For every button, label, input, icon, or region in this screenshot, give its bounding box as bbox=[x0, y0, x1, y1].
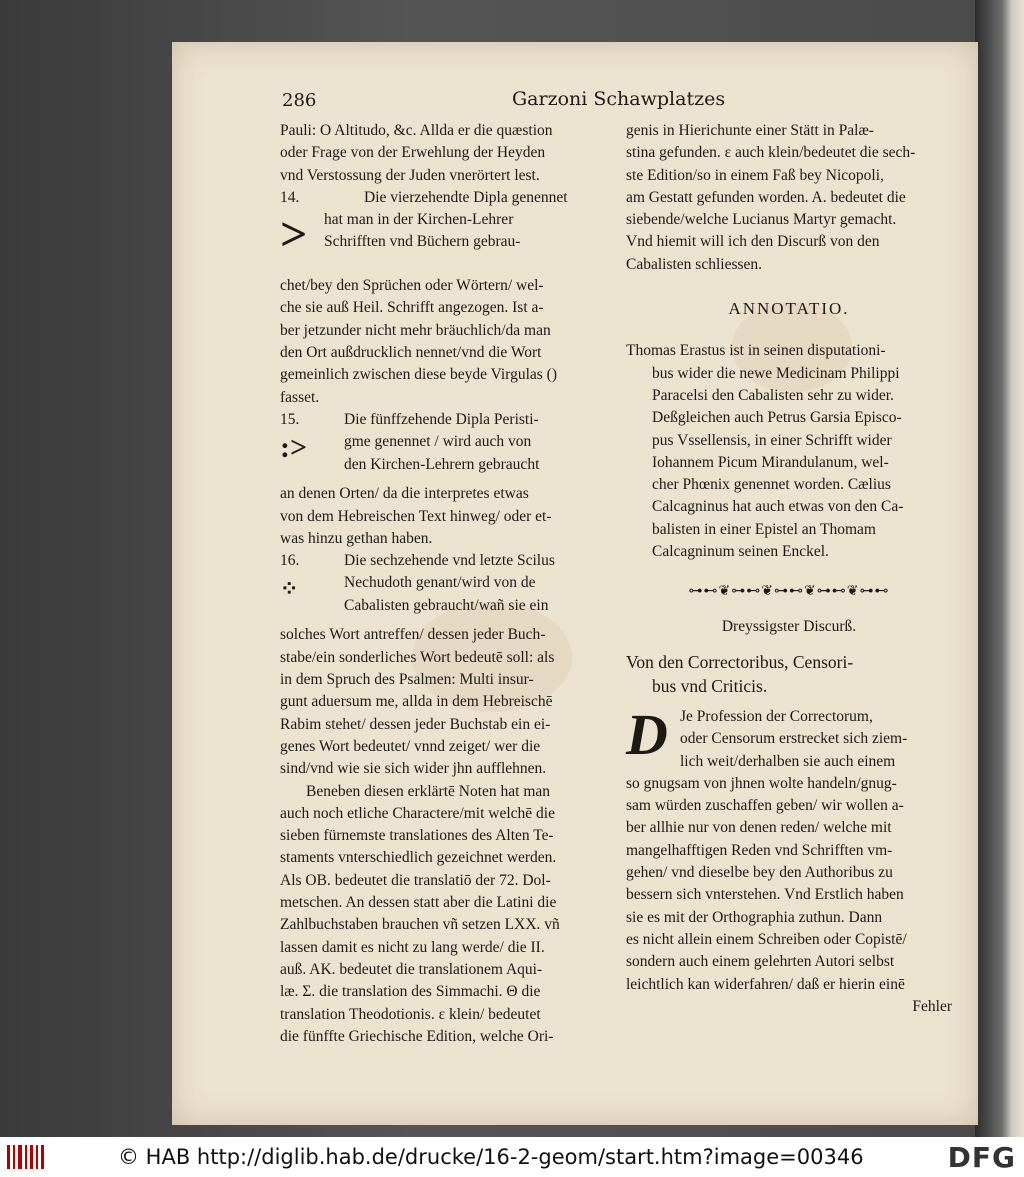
chapter-body bbox=[626, 701, 952, 1018]
text-line: Calcagninus hat auch etwas von den Ca- bbox=[652, 498, 904, 516]
text-line: die fünffte Griechische Edition, welche Ori- bbox=[280, 1027, 554, 1045]
text-line: ber allhie nur von denen reden/ welche mit bbox=[626, 819, 892, 837]
page-number: 286 bbox=[282, 90, 317, 111]
text-line: Pauli: O Altitudo, &c. Allda er die quæstion bbox=[280, 122, 553, 139]
dfg-logo: DFG bbox=[947, 1141, 1016, 1174]
text-line: stabe/ein sonderliches Wort bedeutē soll: als bbox=[280, 648, 555, 666]
page-header bbox=[282, 88, 882, 114]
margin-number-14: 14. bbox=[280, 188, 300, 206]
item-16-first-line bbox=[280, 550, 620, 572]
text-line: von dem Hebreischen Text hinweg/ oder et- bbox=[280, 507, 552, 525]
text-line: stina gefunden. ε auch klein/bedeutet die sech- bbox=[626, 144, 916, 162]
text-line: lich weit/derhalben sie auch einem bbox=[680, 752, 896, 770]
text-line: mangelhafftigen Reden vnd Schrifften vm- bbox=[626, 841, 893, 859]
item-14-block bbox=[280, 209, 620, 409]
text-line: solches Wort antreffen/ dessen jeder Buch- bbox=[280, 626, 546, 644]
text-line: Vnd hiemit will ich den Discurß von den bbox=[626, 233, 880, 251]
text-line: Je Profession der Correctorum, bbox=[680, 707, 873, 725]
copyright-link[interactable]: © HAB http://diglib.hab.de/drucke/16-2-geom/start.htm?image=00346 bbox=[118, 1145, 864, 1169]
text-line: vnd Verstossung der Juden vnerörtert lest. bbox=[280, 166, 540, 184]
book-binding-edge bbox=[975, 0, 1024, 1137]
text-line: Rabim stehet/ dessen jeder Buchstab ein ei- bbox=[280, 715, 551, 733]
text-line: genes Wort bedeutet/ vnnd zeiget/ wer die bbox=[280, 737, 541, 755]
chapter-title-line: Von den Correctoribus, Censori- bbox=[626, 651, 854, 672]
text-line: lassen damit es nicht zu lang werde/ die II. bbox=[280, 938, 545, 956]
dipla-symbol-14: > bbox=[280, 208, 308, 262]
text-line: metschen. An dessen statt aber die Latini die bbox=[280, 894, 557, 912]
text-line: Cabalisten gebraucht/wañ sie ein bbox=[344, 596, 549, 614]
text-line: am Gestatt gefunden worden. A. bedeutet die bbox=[626, 188, 906, 206]
viewer-footer bbox=[0, 1137, 1024, 1177]
text-line: oder Frage von der Erwehlung der Heyden bbox=[280, 144, 546, 162]
chapter-title bbox=[626, 650, 952, 698]
text-line: staments vnterschiedlich gezeichnet werden. bbox=[280, 849, 557, 867]
text-line: Die vierzehendte Dipla genennet bbox=[364, 188, 568, 206]
item-14-first-line bbox=[280, 187, 620, 209]
scilus-nechudoth-symbol: ⁘ bbox=[280, 576, 299, 602]
text-line: auß. AK. bedeutet die translationem Aqui- bbox=[280, 960, 543, 978]
margin-number-16: 16. bbox=[280, 552, 300, 570]
text-line: ste Edition/so in einem Faß bey Nicopoli, bbox=[626, 166, 884, 184]
text-line: sam würden zuschaffen geben/ wir wollen a- bbox=[626, 797, 904, 815]
text-line: gme genennet / wird auch von bbox=[344, 433, 532, 451]
text-line: den Ort außdrucklich nennet/vnd die Wort bbox=[280, 344, 542, 362]
ornament-divider: ⊶⊷❦⊶⊷❦⊶⊷❦⊶⊷❦⊶⊷ bbox=[688, 584, 890, 600]
text-line: siebende/welche Lucianus Martyr gemacht. bbox=[626, 211, 897, 229]
text-line: oder Censorum erstrecket sich ziem- bbox=[680, 730, 908, 748]
text-line: in dem Spruch des Psalmen: Multi insur- bbox=[280, 671, 534, 689]
item-16-block bbox=[280, 572, 620, 780]
discurs-label: Dreyssigster Discurß. bbox=[721, 617, 857, 635]
text-line: auch noch etliche Charactere/mit welchē die bbox=[280, 804, 555, 822]
text-line: Deßgleichen auch Petrus Garsia Episco- bbox=[652, 409, 902, 427]
text-line: Beneben diesen erklärtē Noten hat man bbox=[306, 782, 551, 800]
text-line: Nechudoth genant/wird von de bbox=[344, 574, 536, 592]
text-line: Paracelsi den Cabalisten sehr zu wider. bbox=[652, 386, 894, 404]
text-line: gemeinlich zwischen diese beyde Virgulas () bbox=[280, 366, 557, 384]
text-line: sind/vnd wie sie sich wider jhn aufflehnen. bbox=[280, 760, 547, 778]
text-line: pus Vssellensis, in einer Schrifft wider bbox=[652, 431, 892, 449]
running-title: Garzoni Schawplatzes bbox=[512, 88, 726, 110]
text-line: fasset. bbox=[280, 388, 320, 406]
text-line: sie es mit der Orthographia zuthun. Dann bbox=[626, 908, 883, 926]
chapter-title-line: bus vnd Criticis. bbox=[652, 675, 768, 696]
text-line: bessern sich vnterstehen. Vnd Erstlich haben bbox=[626, 886, 904, 904]
text-line: Cabalisten schliessen. bbox=[626, 255, 763, 273]
text-line: Calcagninum seinen Enckel. bbox=[652, 543, 829, 561]
margin-number-15: 15. bbox=[280, 410, 300, 428]
annotatio-heading: ANNOTATIO. bbox=[728, 299, 850, 319]
text-line: Als OB. bedeutet die translatiō der 72. Dol- bbox=[280, 871, 551, 889]
text-line: Iohannem Picum Mirandulanum, wel- bbox=[652, 453, 889, 471]
text-line: læ. Σ. die translation des Simmachi. Θ die bbox=[280, 983, 541, 1001]
text-line: hat man in der Kirchen-Lehrer bbox=[324, 211, 514, 229]
text-line: bus wider die newe Medicinam Philippi bbox=[652, 364, 900, 382]
text-line: gunt aduersum me, allda in dem Hebreischē bbox=[280, 693, 553, 711]
text-line: gehen/ vnd dieselbe bey den Authoribus zu bbox=[626, 864, 893, 882]
text-line: Zahlbuchstaben brauchen vñ setzen LXX. vñ bbox=[280, 916, 560, 934]
text-line: genis in Hierichunte einer Stätt in Palæ- bbox=[626, 122, 874, 139]
left-column bbox=[280, 120, 620, 1048]
catchword: Fehler bbox=[912, 997, 952, 1015]
text-line: Schrifften vnd Büchern gebrau- bbox=[324, 233, 521, 251]
text-line: was hinzu gethan haben. bbox=[280, 529, 433, 547]
text-line: cher Phœnix genennet worden. Cælius bbox=[652, 476, 891, 494]
text-line: es nicht allein einem Schreiben oder Copistē/ bbox=[626, 930, 907, 948]
text-line: translation Theodotionis. ε klein/ bedeutet bbox=[280, 1005, 541, 1023]
text-line: Die sechzehende vnd letzte Scilus bbox=[344, 552, 555, 570]
text-line: sieben fürnemste translationes des Alten Te- bbox=[280, 827, 554, 845]
text-line: leichtlich kan widerfahren/ daß er hierin einē bbox=[626, 975, 905, 993]
text-line: sondern auch einem gelehrten Autori selbst bbox=[626, 953, 895, 971]
hab-barcode-logo-icon bbox=[6, 1143, 46, 1171]
item-15-first-line bbox=[280, 409, 620, 431]
text-line: Thomas Erastus ist in seinen disputationi- bbox=[626, 342, 886, 360]
text-line: an denen Orten/ da die interpretes etwas bbox=[280, 485, 529, 503]
peristigme-symbol: :> bbox=[280, 431, 308, 465]
right-column bbox=[626, 120, 952, 1018]
text-line: den Kirchen-Lehrern gebraucht bbox=[344, 455, 540, 473]
book-page bbox=[172, 42, 978, 1125]
item-15-block bbox=[280, 431, 620, 550]
text-line: so gnugsam von jhnen wolte handeln/gnug- bbox=[626, 774, 897, 792]
text-line: chet/bey den Sprüchen oder Wörtern/ wel- bbox=[280, 277, 544, 295]
text-line: ber jetzunder nicht mehr bräuchlich/da man bbox=[280, 321, 551, 339]
text-line: Die fünffzehende Dipla Peristi- bbox=[344, 410, 539, 428]
text-line: balisten in einer Epistel an Thomam bbox=[652, 520, 876, 538]
drop-initial: D bbox=[626, 701, 668, 767]
text-line: che sie auß Heil. Schrifft angezogen. Ist a- bbox=[280, 299, 544, 317]
